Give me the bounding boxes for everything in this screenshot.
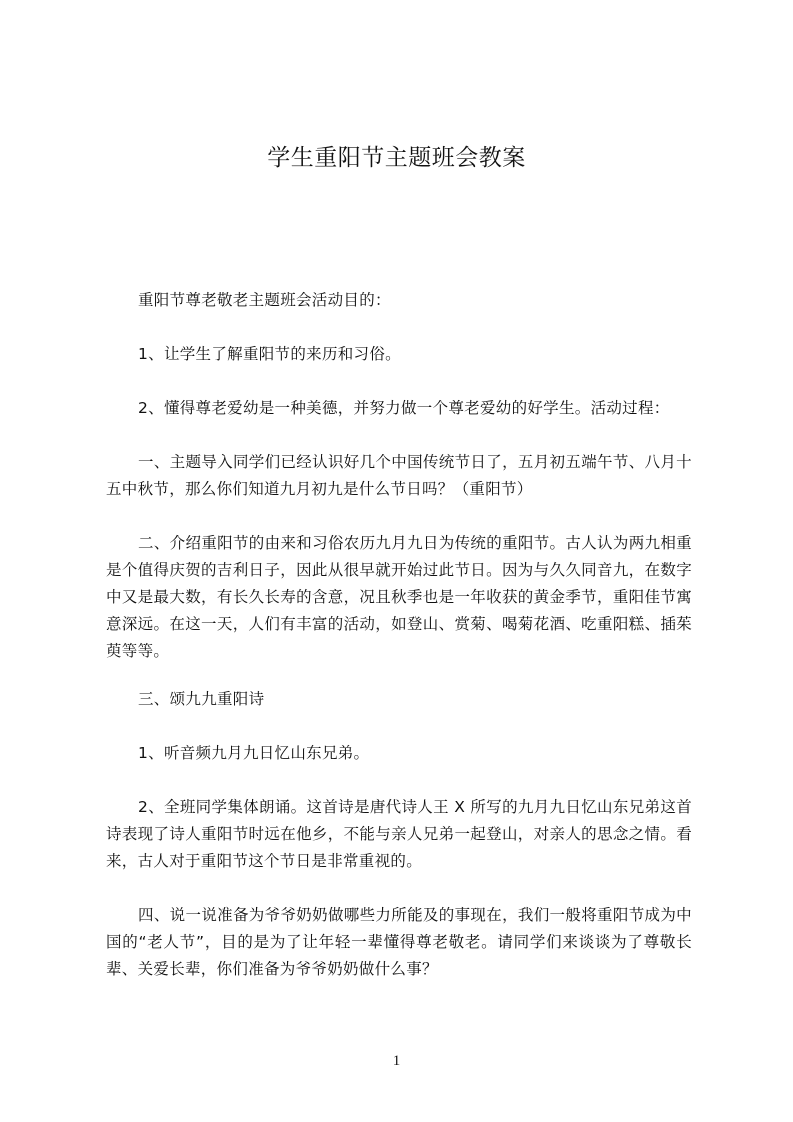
paragraph-goal-2: 2、懂得尊老爱幼是一种美德，并努力做一个尊老爱幼的好学生。活动过程：	[138, 399, 670, 417]
paragraph-section-2: 二、介绍重阳节的由来和习俗农历九月九日为传统的重阳节。古人认为两九相重是个值得庆贺的吉利日子，因此从很早就开始过此节日。因为与久久同音九，在数字中又是最大数，有长久长寿的含意，况且秋季也是一年收获的黄金季节，重阳佳节寓意深远。在这一天，人们有丰富的活动，如登山、赏菊、喝菊花酒、吃重阳糕、插茱萸等等。	[106, 534, 692, 660]
paragraph-section-1: 一、主题导入同学们已经认识好几个中国传统节日了，五月初五端午节、八月十五中秋节，那么你们知道九月初九是什么节日吗？（重阳节）	[106, 453, 692, 498]
paragraph-goal-1: 1、让学生了解重阳节的来历和习俗。	[138, 345, 401, 363]
paragraph-section-3: 三、颂九九重阳诗	[138, 690, 265, 708]
paragraph-section-3-item-2: 2、全班同学集体朗诵。这首诗是唐代诗人王 X 所写的九月九日忆山东兄弟这首诗表现了诗人重阳节时远在他乡，不能与亲人兄弟一起登山，对亲人的思念之情。看来，古人对于重阳节这个节日是非常重视的。	[106, 798, 692, 870]
paragraph-section-3-item-1: 1、听音频九月九日忆山东兄弟。	[138, 744, 370, 762]
paragraph-section-4: 四、说一说准备为爷爷奶奶做哪些力所能及的事现在，我们一般将重阳节成为中国的“老人节”，目的是为了让年轻一辈懂得尊老敬老。请同学们来谈谈为了尊敬长辈、关爱长辈，你们准备为爷爷奶奶做什么事？	[106, 906, 692, 978]
page-number: 1	[392, 1053, 401, 1069]
paragraph-purpose-heading: 重阳节尊老敬老主题班会活动目的：	[138, 291, 391, 309]
document-title: 学生重阳节主题班会教案	[267, 145, 526, 171]
